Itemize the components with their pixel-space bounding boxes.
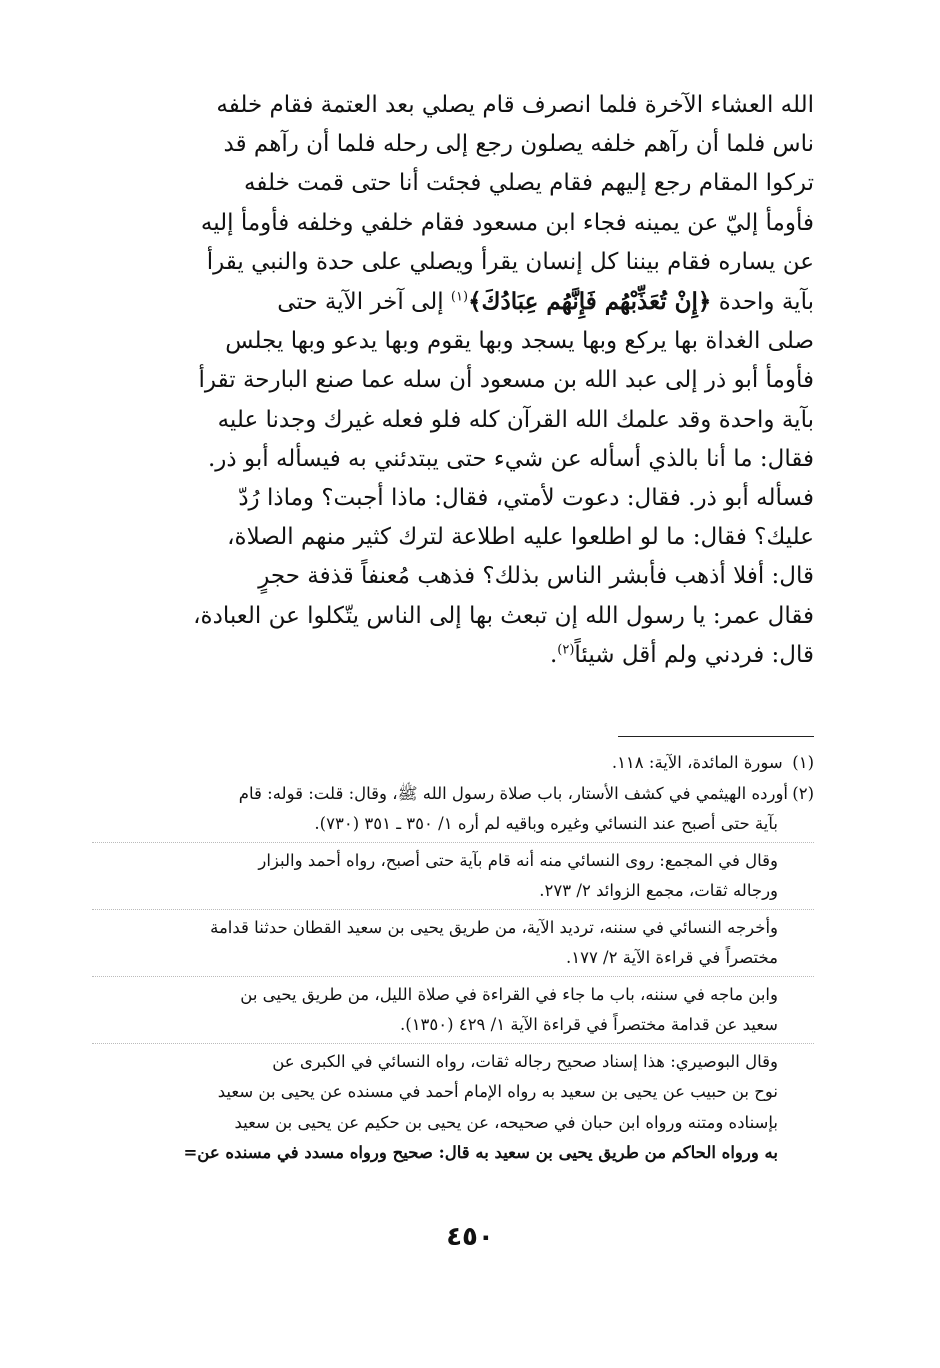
paragraph-busiri-line-2: نوح بن حبيب عن يحيى بن سعيد به رواه الإمام أحمد في مسنده عن يحيى بن سعيد bbox=[217, 1082, 778, 1101]
text-line-15-text: قال: فردني ولم أقل شيئاً bbox=[574, 641, 814, 668]
footnote-1-text: سورة المائدة، الآية: ١١٨. bbox=[611, 753, 783, 772]
text-line-2: ناس فلما أن رآهم خلفه يصلون رجع إلى رحله فلما أن رآهم قد bbox=[223, 131, 814, 158]
footnote-2-line-2: بآية حتى أصبح عند النسائي وغيره وباقيه لم أره ١/ ٣٥٠ ـ ٣٥١ (٧٣٠). bbox=[314, 814, 778, 833]
page-number: ٤٥٠ bbox=[446, 1222, 494, 1252]
text-line-13: قال: أفلا أذهب فأبشر الناس بذلك؟ فذهب مُعنفاً قذفة حجرٍ bbox=[258, 563, 814, 590]
quran-verse: ﴿إِنْ تُعَذِّبْهُم فَإِنَّهُم عِبَادُكَ﴾ bbox=[468, 288, 712, 316]
text-line-1: الله العشاء الآخرة فلما انصرف قام يصلي بعد العتمة فقام خلفه bbox=[216, 92, 814, 118]
text-line-9: بآية واحدة وقد علمك الله القرآن كله فلو فعله غيرك وجدنا عليه bbox=[217, 406, 814, 433]
footnote-1-number: (١) bbox=[792, 753, 814, 772]
footnote-separator bbox=[618, 736, 814, 737]
footnotes-block bbox=[92, 748, 814, 1169]
paragraph-majma-line-1: وقال في المجمع: روى النسائي منه أنه قام بآية حتى أصبح، رواه أحمد والبزار bbox=[258, 850, 778, 870]
text-line-11: فسأله أبو ذر. فقال: دعوت لأمتي، فقال: ماذا أجبت؟ وماذا رُدّ bbox=[238, 485, 814, 512]
paragraph-busiri-line-1: وقال البوصيري: هذا إسناد صحيح رجاله ثقات، رواه النسائي في الكبرى عن bbox=[272, 1051, 778, 1071]
footnote-2-number: (٢) bbox=[792, 783, 814, 803]
paragraph-nasai-line-1: وأخرجه النسائي في سننه، ترديد الآية، من طريق يحيى بن سعيد القطان حدثنا قدامة bbox=[210, 917, 778, 937]
text-line-6-end: إلى آخر الآية حتى bbox=[277, 289, 444, 316]
main-text-block bbox=[96, 86, 814, 675]
text-line-6-start: بآية واحدة bbox=[718, 289, 814, 316]
footnote-1 bbox=[92, 748, 814, 779]
text-line-4: فأومأ إليّ عن يمينه فجاء ابن مسعود فقام خلفي وخلفه فأومأ إليه bbox=[200, 209, 814, 236]
footnote-ref-2: (٢) bbox=[557, 642, 575, 658]
text-line-5: عن يساره فقام بيننا كل إنسان يقرأ ويصلي على حدة والنبي يقرأ bbox=[206, 248, 814, 275]
text-line-7: صلى الغداة بها يركع وبها يسجد وبها يقوم وبها يدعو وبها يجلس bbox=[225, 328, 814, 355]
footnote-2-line-1 bbox=[92, 779, 814, 810]
footnote-2-paragraph-ibn-majah bbox=[92, 976, 814, 1041]
paragraph-majma-line-2: ورجاله ثقات، مجمع الزوائد ٢/ ٢٧٣. bbox=[539, 881, 778, 900]
paragraph-nasai-line-2: مختصراً في قراءة الآية ٢/ ١٧٧. bbox=[565, 948, 778, 967]
text-line-10: فقال: ما أنا بالذي أسأله عن شيء حتى يبتدئني به فيسأله أبو ذر. bbox=[207, 445, 814, 472]
text-line-15 bbox=[96, 636, 814, 675]
text-line-15-period: . bbox=[549, 641, 558, 668]
paragraph-busiri-line-3: بإسناده ومتنه ورواه ابن حبان في صحيحه، عن يحيى بن حكيم عن يحيى بن سعيد bbox=[234, 1112, 778, 1132]
paragraph-ibn-majah-line-1: وابن ماجه في سننه، باب ما جاء في القراءة في صلاة الليل، من طريق يحيى بن bbox=[240, 984, 778, 1004]
text-line-3: تركوا المقام رجع إليهم فقام يصلي فجئت أنا حتى قمت خلفه bbox=[244, 170, 814, 197]
text-line-6 bbox=[96, 282, 814, 322]
footnote-2 bbox=[92, 779, 814, 840]
footnote-2-paragraph-nasai bbox=[92, 909, 814, 974]
footnote-2-line-1-text: أورده الهيثمي في كشف الأستار، باب صلاة رسول الله ﷺ، وقال: قلت: قوله: قام bbox=[238, 783, 788, 803]
paragraph-ibn-majah-line-2: سعيد عن قدامة مختصراً في قراءة الآية ١/ ٤٢٩ (١٣٥٠). bbox=[400, 1015, 778, 1034]
paragraph-busiri-line-4: به ورواه الحاكم من طريق يحيى بن سعيد به قال: صحيح ورواه مسدد في مسنده عن= bbox=[183, 1143, 778, 1162]
footnote-2-paragraph-majma bbox=[92, 842, 814, 907]
footnote-ref-1: (١) bbox=[450, 289, 469, 305]
footnote-2-paragraph-busiri bbox=[92, 1043, 814, 1169]
text-line-12: عليك؟ فقال: ما لو اطلعوا عليه اطلاعة لترك كثير منهم الصلاة، bbox=[227, 524, 814, 551]
text-line-8: فأومأ أبو ذر إلى عبد الله بن مسعود أن سله عما صنع البارحة تقرأ bbox=[198, 367, 814, 394]
text-line-14: فقال عمر: يا رسول الله إن تبعث بها إلى الناس يتّكلوا عن العبادة، bbox=[193, 602, 814, 629]
